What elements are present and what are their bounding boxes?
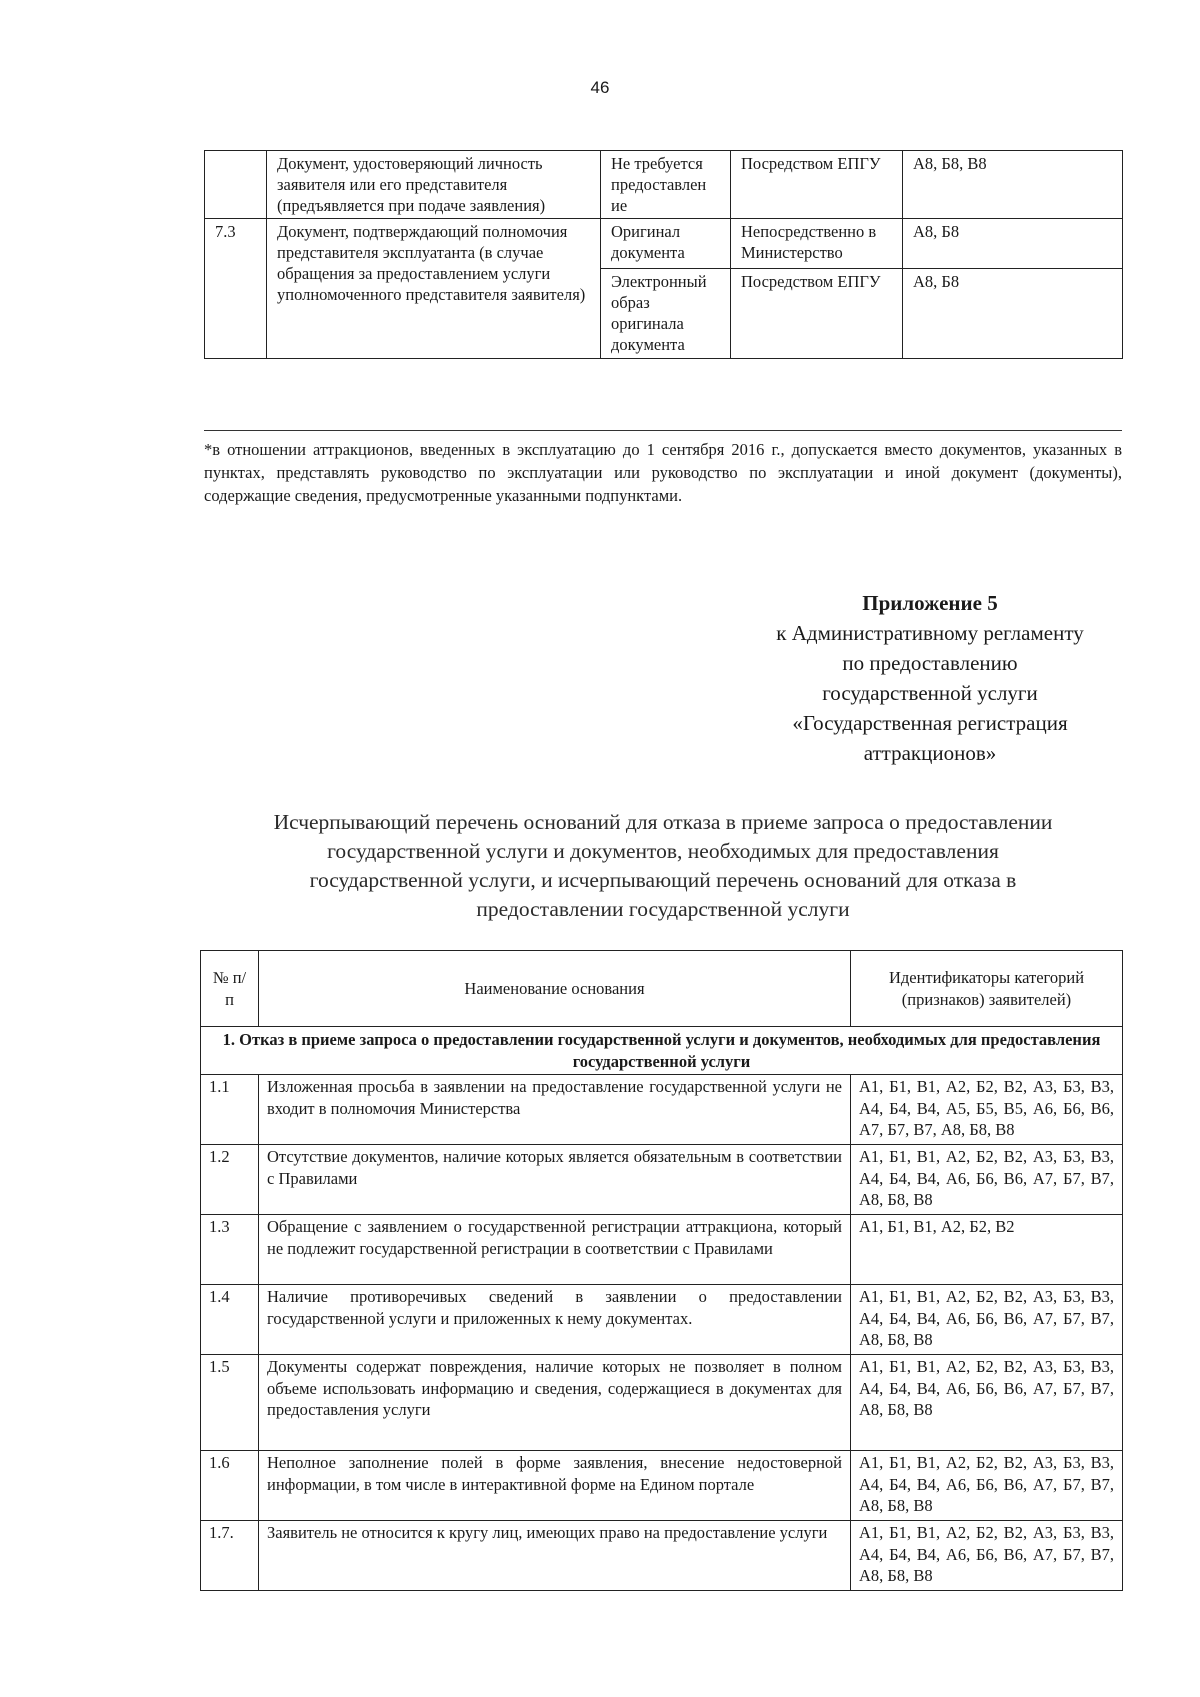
submission-method: Посредством ЕПГУ bbox=[731, 269, 903, 359]
row-number bbox=[205, 151, 267, 219]
row-number: 1.5 bbox=[201, 1355, 259, 1451]
table-row bbox=[201, 1075, 1123, 1145]
table-row bbox=[201, 1521, 1123, 1591]
heading-line: Исчерпывающий перечень оснований для отказа в приеме запроса о предоставлении bbox=[273, 810, 1053, 834]
section-row bbox=[201, 1027, 1123, 1075]
applicant-codes: А1, Б1, В1, А2, Б2, В2, А3, Б3, В3, А4, Б4, В4, А6, Б6, В6, А7, Б7, В7, А8, Б8, В8 bbox=[851, 1355, 1123, 1451]
footnote: *в отношении аттракционов, введенных в эксплуатацию до 1 сентября 2016 г., допускается вместо документов, указанных в пунктах, представлять руководство по эксплуатации или руководство по эксплуатации и иной документ (документы), содержащие сведения, предусмотренные указанными подпунктами. bbox=[204, 440, 1122, 505]
row-number: 1.2 bbox=[201, 1145, 259, 1215]
row-number: 1.1 bbox=[201, 1075, 259, 1145]
refusal-basis: Неполное заполнение полей в форме заявления, внесение недостоверной информации, в том числе в интерактивной форме на Едином портале bbox=[259, 1451, 851, 1521]
heading-line: государственной услуги, и исчерпывающий перечень оснований для отказа в bbox=[309, 868, 1017, 892]
refusal-basis: Наличие противоречивых сведений в заявлении о предоставлении государственной услуги и приложенных к нему документах. bbox=[259, 1285, 851, 1355]
document-name: Документ, подтверждающий полномочия представителя эксплуатанта (в случае обращения за предоставлением услуги уполномоченного представителя заявителя) bbox=[267, 219, 601, 359]
row-number: 1.3 bbox=[201, 1215, 259, 1285]
applicant-codes: А1, Б1, В1, А2, Б2, В2, А3, Б3, В3, А4, Б4, В4, А6, Б6, В6, А7, Б7, В7, А8, Б8, В8 bbox=[851, 1451, 1123, 1521]
applicant-codes: А8, Б8, В8 bbox=[903, 151, 1123, 219]
document-form: Не требуется предоставлен ие bbox=[601, 151, 731, 219]
document-name: Документ, удостоверяющий личность заявителя или его представителя (предъявляется при подаче заявления) bbox=[267, 151, 601, 219]
applicant-codes: А1, Б1, В1, А2, Б2, В2, А3, Б3, В3, А4, Б4, В4, А6, Б6, В6, А7, Б7, В7, А8, Б8, В8 bbox=[851, 1285, 1123, 1355]
row-number: 1.7. bbox=[201, 1521, 259, 1591]
refusal-grounds-table bbox=[200, 950, 1123, 1591]
table-row bbox=[201, 1355, 1123, 1451]
table-row bbox=[205, 219, 1123, 269]
appendix-line: к Административному регламенту bbox=[776, 621, 1084, 645]
applicant-codes: А1, Б1, В1, А2, Б2, В2, А3, Б3, В3, А4, Б4, В4, А6, Б6, В6, А7, Б7, В7, А8, Б8, В8 bbox=[851, 1145, 1123, 1215]
document-form: Электронный образ оригинала документа bbox=[601, 269, 731, 359]
refusal-basis: Изложенная просьба в заявлении на предоставление государственной услуги не входит в полномочия Министерства bbox=[259, 1075, 851, 1145]
refusal-basis: Документы содержат повреждения, наличие которых не позволяет в полном объеме использовать информацию и сведения, содержащиеся в документах для предоставления услуги bbox=[259, 1355, 851, 1451]
header-row bbox=[201, 951, 1123, 1027]
page-number: 46 bbox=[590, 78, 610, 97]
applicant-codes: А1, Б1, В1, А2, Б2, В2, А3, Б3, В3, А4, Б4, В4, А5, Б5, В5, А6, Б6, В6, А7, Б7, В7, А8, Б8, В8 bbox=[851, 1075, 1123, 1145]
submission-method: Посредством ЕПГУ bbox=[731, 151, 903, 219]
documents-table bbox=[204, 150, 1123, 359]
applicant-codes: А1, Б1, В1, А2, Б2, В2, А3, Б3, В3, А4, Б4, В4, А6, Б6, В6, А7, Б7, В7, А8, Б8, В8 bbox=[851, 1521, 1123, 1591]
appendix-line: государственной услуги bbox=[822, 681, 1038, 705]
main-heading bbox=[204, 808, 1122, 924]
applicant-codes: А1, Б1, В1, А2, Б2, В2 bbox=[851, 1215, 1123, 1285]
refusal-basis: Заявитель не относится к кругу лиц, имеющих право на предоставление услуги bbox=[259, 1521, 851, 1591]
heading-line: предоставлении государственной услуги bbox=[476, 897, 850, 921]
table-row bbox=[201, 1451, 1123, 1521]
refusal-basis: Обращение с заявлением о государственной регистрации аттракциона, который не подлежит государственной регистрации в соответствии с Правилами bbox=[259, 1215, 851, 1285]
row-number: 1.6 bbox=[201, 1451, 259, 1521]
document-form: Оригинал документа bbox=[601, 219, 731, 269]
appendix-title: Приложение 5 bbox=[862, 591, 998, 615]
table-row bbox=[201, 1215, 1123, 1285]
table-row bbox=[205, 151, 1123, 219]
footnote-divider bbox=[204, 430, 1122, 431]
table-row bbox=[201, 1285, 1123, 1355]
row-number: 1.4 bbox=[201, 1285, 259, 1355]
applicant-codes: А8, Б8 bbox=[903, 219, 1123, 269]
applicant-codes: А8, Б8 bbox=[903, 269, 1123, 359]
appendix-caption bbox=[740, 588, 1120, 768]
appendix-line: по предоставлению bbox=[842, 651, 1018, 675]
column-header-number: № п/п bbox=[201, 951, 259, 1027]
appendix-line: «Государственная регистрация bbox=[792, 711, 1068, 735]
row-number: 7.3 bbox=[205, 219, 267, 359]
column-header-name: Наименование основания bbox=[259, 951, 851, 1027]
heading-line: государственной услуги и документов, необходимых для предоставления bbox=[327, 839, 999, 863]
appendix-line: аттракционов» bbox=[863, 741, 997, 765]
column-header-ids: Идентификаторы категорий (признаков) заявителей) bbox=[851, 951, 1123, 1027]
section-title: 1. Отказ в приеме запроса о предоставлении государственной услуги и документов, необходимых для предоставления государственной услуги bbox=[201, 1027, 1123, 1075]
table-row bbox=[201, 1145, 1123, 1215]
submission-method: Непосредственно в Министерство bbox=[731, 219, 903, 269]
refusal-basis: Отсутствие документов, наличие которых является обязательным в соответствии с Правилами bbox=[259, 1145, 851, 1215]
